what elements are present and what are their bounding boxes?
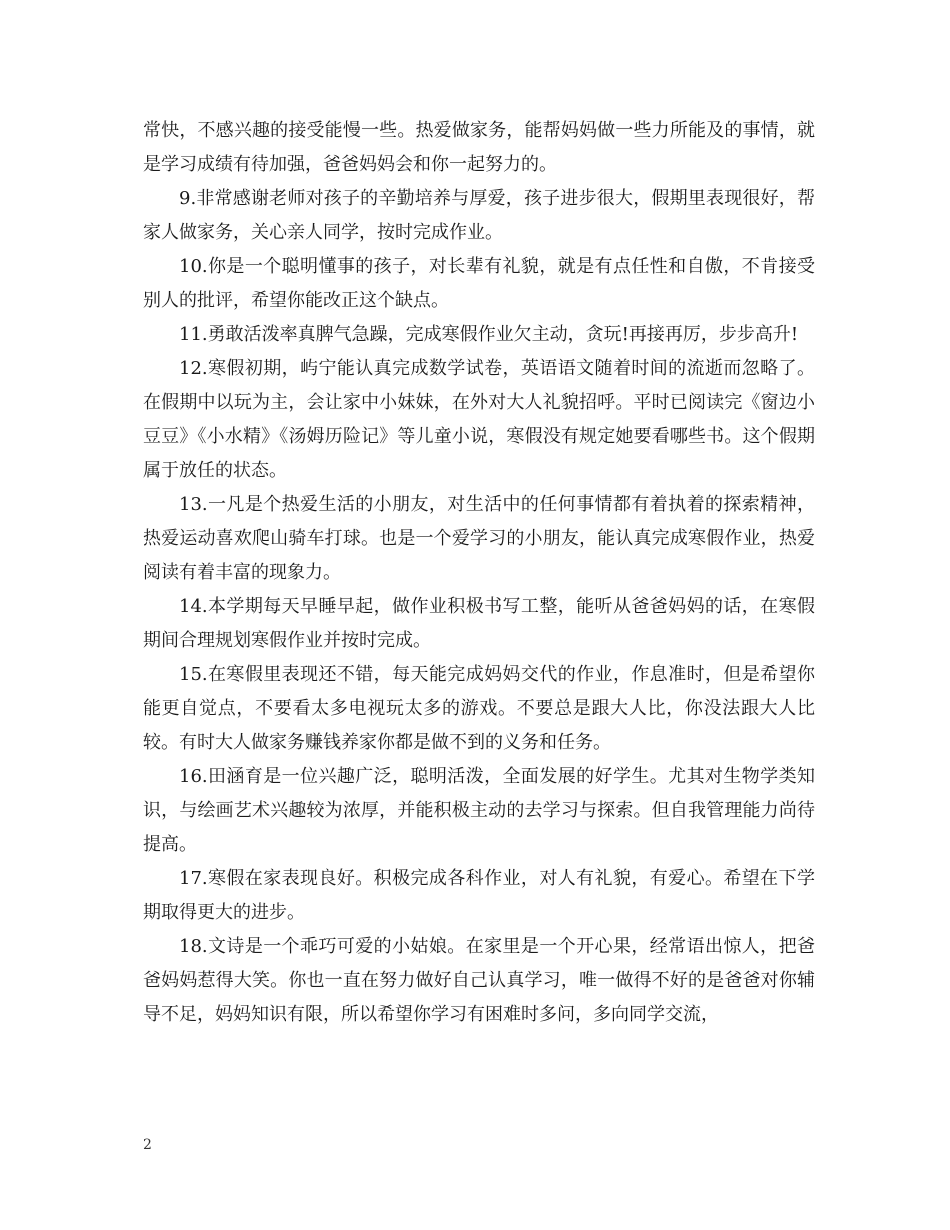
paragraph: 14.本学期每天早睡早起，做作业积极书写工整，能听从爸爸妈妈的话，在寒假期间合理规划寒假作业并按时完成。 <box>143 596 815 651</box>
paragraph: 11.勇敢活泼率真脾气急躁，完成寒假作业欠主动，贪玩!再接再厉，步步高升! <box>179 324 799 345</box>
paragraph: 常快，不感兴趣的接受能慢一些。热爱做家务，能帮妈妈做一些力所能及的事情，就是学习成绩有待加强，爸爸妈妈会和你一起努力的。 <box>143 120 815 175</box>
paragraph: 12.寒假初期，屿宁能认真完成数学试卷，英语语文随着时间的流逝而忽略了。在假期中以玩为主，会让家中小妹妹，在外对大人礼貌招呼。平时已阅读完《窗边小豆豆》《小水精》《汤姆历险记》等儿童小说，寒假没有规定她要看哪些书。这个假期属于放任的状态。 <box>143 358 815 481</box>
page-number: 2 <box>143 1137 152 1153</box>
paragraph: 15.在寒假里表现还不错，每天能完成妈妈交代的作业，作息准时，但是希望你能更自觉点，不要看太多电视玩太多的游戏。不要总是跟大人比，你没法跟大人比较。有时大人做家务赚钱养家你都是做不到的义务和任务。 <box>143 664 815 753</box>
paragraph: 17.寒假在家表现良好。积极完成各科作业，对人有礼貌，有爱心。希望在下学期取得更大的进步。 <box>143 868 815 923</box>
paragraph: 9.非常感谢老师对孩子的辛勤培养与厚爱，孩子进步很大，假期里表现很好，帮家人做家务，关心亲人同学，按时完成作业。 <box>143 188 815 243</box>
paragraph: 18.文诗是一个乖巧可爱的小姑娘。在家里是一个开心果，经常语出惊人，把爸爸妈妈惹得大笑。你也一直在努力做好自己认真学习，唯一做得不好的是爸爸对你辅导不足，妈妈知识有限，所以希望你学习有困难时多问，多向同学交流， <box>143 936 815 1025</box>
document-body <box>143 114 815 1032</box>
paragraph: 10.你是一个聪明懂事的孩子，对长辈有礼貌，就是有点任性和自傲，不肯接受别人的批评，希望你能改正这个缺点。 <box>143 256 815 311</box>
paragraph: 16.田涵育是一位兴趣广泛，聪明活泼，全面发展的好学生。尤其对生物学类知识，与绘画艺术兴趣较为浓厚，并能积极主动的去学习与探索。但自我管理能力尚待提高。 <box>143 766 815 855</box>
paragraph: 13.一凡是个热爱生活的小朋友，对生活中的任何事情都有着执着的探索精神，热爱运动喜欢爬山骑车打球。也是一个爱学习的小朋友，能认真完成寒假作业，热爱阅读有着丰富的现象力。 <box>143 494 815 583</box>
